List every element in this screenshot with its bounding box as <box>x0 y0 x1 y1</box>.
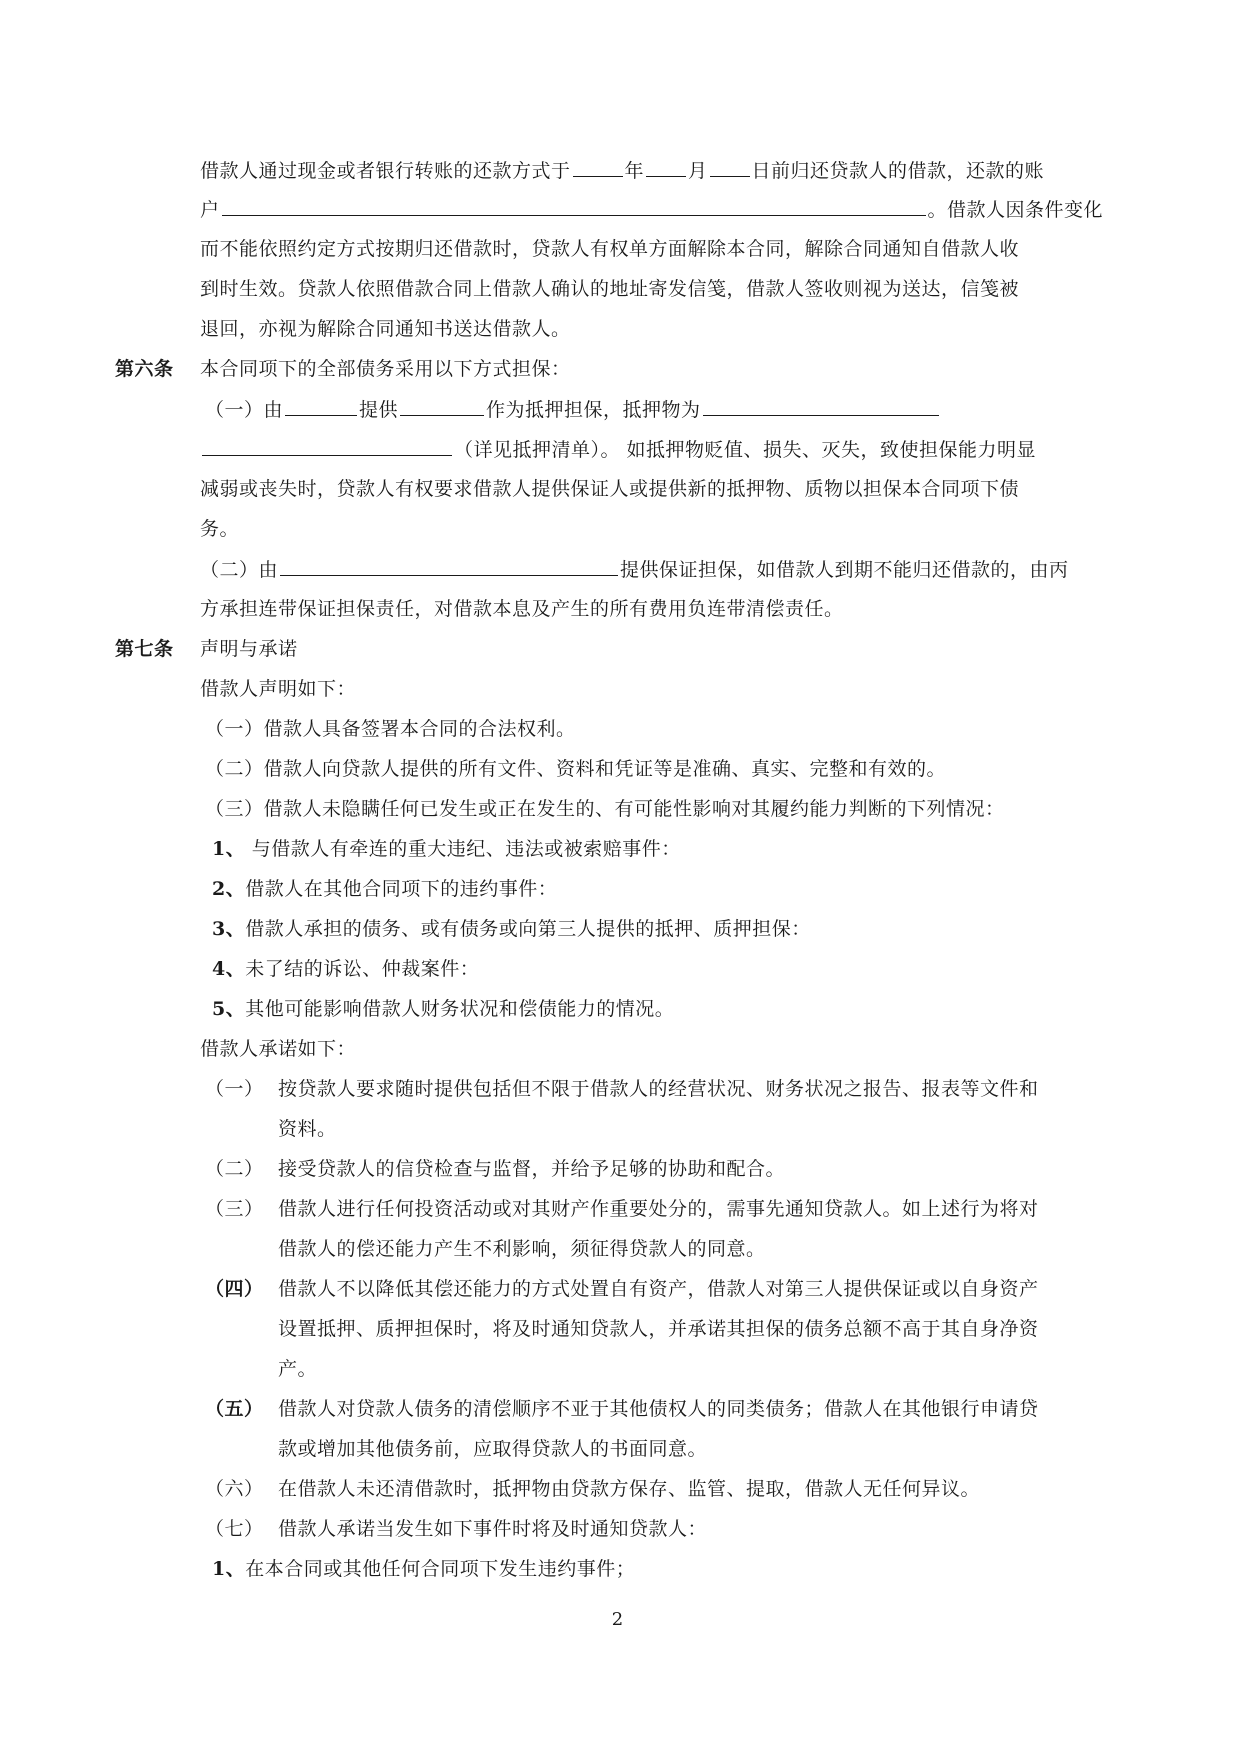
promise-1-line-2: 资料。 <box>278 1118 337 1140</box>
sub-item-3 <box>212 917 811 941</box>
promise-2-line-1: 接受贷款人的信贷检查与监督，并给予足够的协助和配合。 <box>278 1158 786 1180</box>
sub-item-number: 3、 <box>212 918 246 940</box>
sub-item-text: 借款人承担的债务、或有债务或向第三人提供的抵押、质押担保： <box>245 918 811 940</box>
sub-item-text: 其他可能影响借款人财务状况和偿债能力的情况。 <box>245 998 675 1020</box>
sub-item-number: 5、 <box>212 998 246 1020</box>
guarantee-item-1 <box>205 397 941 422</box>
account-line <box>200 197 1103 222</box>
promise-number: （三） <box>205 1198 264 1220</box>
sub-item-text: 未了结的诉讼、仲裁案件： <box>245 958 480 980</box>
promise-3-line-1: 借款人进行任何投资活动或对其财产作重要处分的，需事先通知贷款人。如上述行为将对 <box>278 1198 1039 1220</box>
promise-5-line-2: 款或增加其他债务前，应取得贷款人的书面同意。 <box>278 1438 708 1460</box>
article-6-heading: 第六条 <box>115 358 174 380</box>
sub-item-number: 4、 <box>212 958 246 980</box>
paragraph-line: 而不能依照约定方式按期归还借款时，贷款人有权单方面解除本合同，解除合同通知自借款人收 <box>200 238 1020 260</box>
sub-item-text: 借款人在其他合同项下的违约事件： <box>245 878 558 900</box>
paragraph-line: 减弱或丧失时，贷款人有权要求借款人提供保证人或提供新的抵押物、质物以担保本合同项下债 <box>200 478 1020 500</box>
promise-7-line-1: 借款人承诺当发生如下事件时将及时通知贷款人： <box>278 1518 708 1540</box>
text-segment: 提供 <box>359 399 399 421</box>
promise-4-line-3: 产。 <box>278 1358 318 1380</box>
text-segment: 。借款人因条件变化 <box>927 199 1104 221</box>
promise-number: （六） <box>205 1478 264 1500</box>
declaration-1: （一）借款人具备签署本合同的合法权利。 <box>205 718 576 740</box>
text-segment: 提供保证担保，如借款人到期不能归还借款的，由丙 <box>620 559 1069 581</box>
event-item-1 <box>212 1557 635 1581</box>
text-segment: 年 <box>624 160 645 182</box>
guarantor-blank <box>280 557 618 576</box>
collateral-blank <box>703 397 939 416</box>
declaration-3: （三）借款人未隐瞒任何已发生或正在发生的、有可能性影响对其履约能力判断的下列情况： <box>205 798 1005 820</box>
paragraph-line: 到时生效。贷款人依照借款合同上借款人确认的地址寄发信笺，借款人签收则视为送达，信笺被 <box>200 278 1020 300</box>
article-7-heading: 第七条 <box>115 638 174 660</box>
paragraph-line: 务。 <box>200 518 240 540</box>
text-segment: 月 <box>688 160 708 182</box>
text-segment: 作为抵押担保，抵押物为 <box>486 399 701 421</box>
sub-item-number: 1、 <box>212 838 246 860</box>
promise-5-line-1: 借款人对贷款人债务的清偿顺序不亚于其他债权人的同类债务；借款人在其他银行申请贷 <box>278 1398 1039 1420</box>
promise-3-line-2: 借款人的偿还能力产生不利影响，须征得贷款人的同意。 <box>278 1238 766 1260</box>
text-segment: 户 <box>200 199 220 221</box>
declaration-2: （二）借款人向贷款人提供的所有文件、资料和凭证等是准确、真实、完整和有效的。 <box>205 758 947 780</box>
account-blank <box>222 197 926 216</box>
sub-item-5 <box>212 997 674 1021</box>
event-item-text: 在本合同或其他任何合同项下发生违约事件； <box>245 1558 636 1580</box>
paragraph-line: 方承担连带保证担保责任，对借款本息及产生的所有费用负连带清偿责任。 <box>200 598 844 620</box>
guarantee-item-1-line-2 <box>200 437 1036 462</box>
sub-item-2 <box>212 877 557 901</box>
page-number: 2 <box>611 1609 624 1630</box>
article-7-title: 声明与承诺 <box>200 638 298 660</box>
text-segment: 日前归还贷款人的借款，还款的账 <box>751 160 1045 182</box>
collateral-blank-2 <box>202 437 452 456</box>
promise-number: （七） <box>205 1518 264 1540</box>
month-blank <box>646 158 686 177</box>
paragraph-line: 退回，亦视为解除合同通知书送达借款人。 <box>200 318 571 340</box>
promise-1-line-1: 按贷款人要求随时提供包括但不限于借款人的经营状况、财务状况之报告、报表等文件和 <box>278 1078 1039 1100</box>
day-blank <box>710 158 750 177</box>
sub-item-1 <box>212 837 681 861</box>
text-segment: 借款人通过现金或者银行转账的还款方式于 <box>200 160 571 182</box>
sub-item-4 <box>212 957 479 981</box>
guarantee-item-2 <box>200 557 1069 582</box>
promise-intro: 借款人承诺如下： <box>200 1038 357 1060</box>
promise-number: （四） <box>205 1278 264 1300</box>
text-segment: （详见抵押清单）。 如抵押物贬值、损失、灭失，致使担保能力明显 <box>454 439 1037 461</box>
promise-number: （一） <box>205 1078 264 1100</box>
promise-4-line-1: 借款人不以降低其偿还能力的方式处置自有资产，借款人对第三人提供保证或以自身资产 <box>278 1278 1039 1300</box>
promise-4-line-2: 设置抵押、质押担保时，将及时通知贷款人，并承诺其担保的债务总额不高于其自身净资 <box>278 1318 1039 1340</box>
text-segment: （二）由 <box>200 559 279 581</box>
provider-blank <box>285 397 357 416</box>
promise-6-line-1: 在借款人未还清借款时，抵押物由贷款方保存、监管、提取，借款人无任何异议。 <box>278 1478 981 1500</box>
sub-item-text: 与借款人有牵连的重大违纪、违法或被索赔事件： <box>245 838 681 860</box>
promise-number: （二） <box>205 1158 264 1180</box>
collateral-type-blank <box>400 397 484 416</box>
event-item-number: 1、 <box>212 1558 246 1580</box>
article-6-intro: 本合同项下的全部债务采用以下方式担保： <box>200 358 571 380</box>
promise-number: （五） <box>205 1398 264 1420</box>
year-blank <box>573 158 623 177</box>
repayment-terms-line <box>200 158 1044 183</box>
sub-item-number: 2、 <box>212 878 246 900</box>
declare-intro: 借款人声明如下： <box>200 678 357 700</box>
text-segment: （一）由 <box>205 399 284 421</box>
